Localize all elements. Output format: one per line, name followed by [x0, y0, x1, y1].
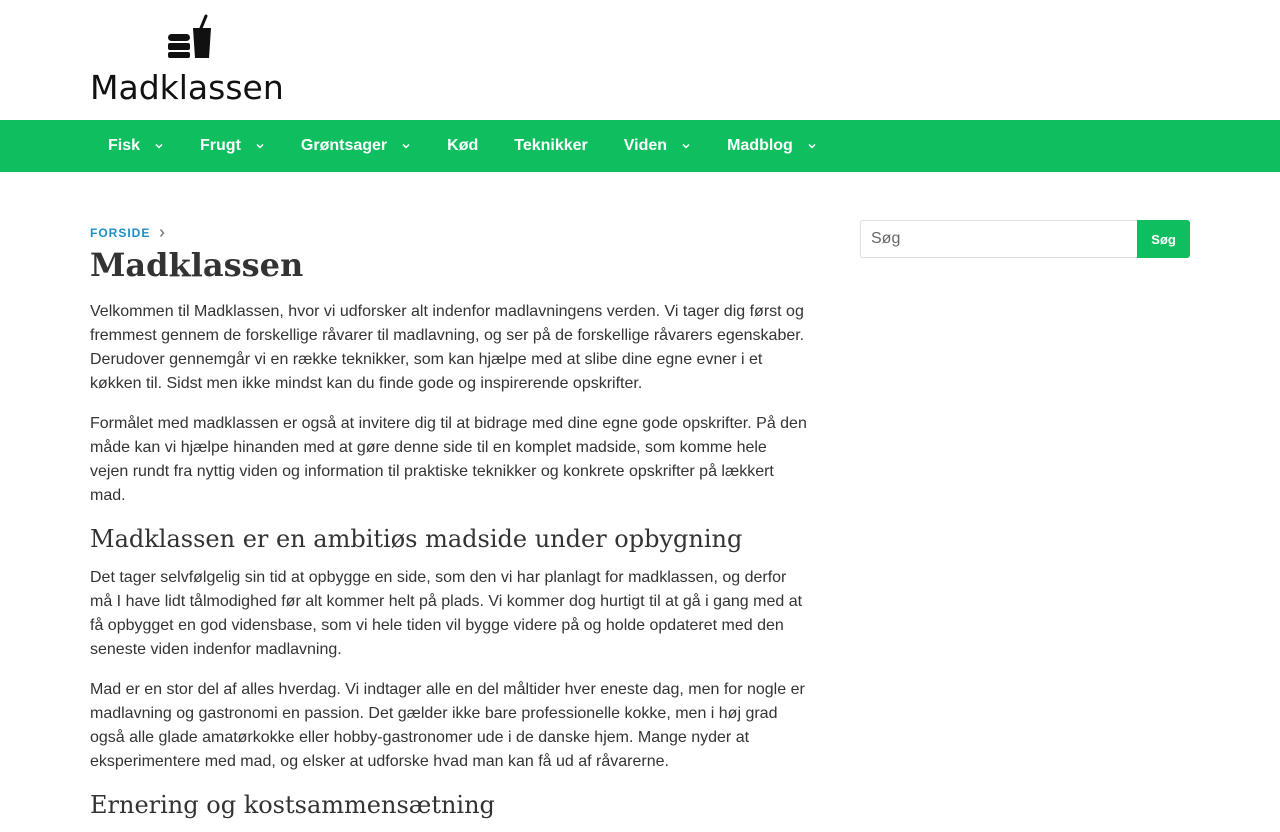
search-input[interactable] — [860, 220, 1137, 258]
burger-drink-icon — [168, 16, 214, 60]
chevron-down-icon — [255, 141, 265, 151]
nav-item-label: Kød — [447, 137, 479, 154]
section-heading-nutrition: Ernering og kostsammensætning — [90, 791, 495, 819]
nav-item-viden[interactable] — [606, 120, 709, 172]
site-header — [0, 0, 1280, 120]
nav-item-label: Viden — [623, 137, 668, 154]
breadcrumb — [90, 226, 166, 240]
nav-item-teknikker[interactable] — [496, 120, 606, 172]
section-heading-ambitious: Madklassen er en ambitiøs madside under opbygning — [90, 525, 743, 553]
search-form — [860, 220, 1190, 258]
paragraph-intro: Velkommen til Madklassen, hvor vi udforsker alt indenfor madlavningens verden. Vi tager dig først og fremmest gennem de forskellige råvarer til madlavning, og ser på de forskellige råvarers egenskaber. Derudover gennemgår vi en række teknikker, som kan hjælpe med at slibe dine egne evner i et køkken til. Sidst men ikke mindst kan du finde gode og inspirerende opskrifter. — [90, 303, 805, 392]
nav-item-grontsager[interactable] — [283, 120, 429, 172]
nav-list — [90, 120, 835, 172]
nav-item-label: Fisk — [108, 137, 141, 154]
chevron-right-icon — [158, 228, 166, 238]
nav-item-frugt[interactable] — [182, 120, 283, 172]
nav-item-label: Frugt — [200, 137, 241, 154]
paragraph-building: Det tager selvfølgelig sin tid at opbygge en side, som den vi har planlagt for madklassen, og derfor må I have lidt tålmodighed før alt kommer helt på plads. Vi kommer dog hurtigt til at gå i gang med at få opbygget en god vidensbase, som vi hele tiden vil bygge videre på og holde opdateret med den seneste viden indenfor madlavning. — [90, 569, 803, 658]
search-button[interactable]: Søg — [1137, 220, 1190, 258]
nav-item-kod[interactable] — [429, 120, 496, 172]
nav-item-fisk[interactable] — [90, 120, 182, 172]
chevron-down-icon — [401, 141, 411, 151]
site-logo[interactable] — [90, 16, 292, 106]
chevron-down-icon — [681, 141, 691, 151]
nav-item-label: Madblog — [727, 137, 793, 154]
paragraph-everyday: Mad er en stor del af alles hverdag. Vi indtager alle en del måltider hver eneste dag, men for nogle er madlavning og gastronomi en passion. Det gælder ikke bare professionelle kokke, men i høj grad også alle glade amatørkokke eller hobby-gastronomer ude i de danske hjem. Mange nyder at eksperimentere med mad, og elsker at udforske hvad man kan få ud af råvarerne. — [90, 681, 805, 770]
page-title: Madklassen — [90, 246, 304, 284]
breadcrumb-home-link[interactable]: FORSIDE — [90, 226, 151, 240]
chevron-down-icon — [807, 141, 817, 151]
nav-item-label: Teknikker — [514, 137, 588, 154]
nav-item-label: Grøntsager — [300, 137, 388, 154]
paragraph-purpose: Formålet med madklassen er også at invitere dig til at bidrage med dine egne gode opskrifter. På den måde kan vi hjælpe hinanden med at gøre denne side til en komplet madside, som komme hele vejen rundt fra nyttig viden og information til praktiske teknikker og konkrete opskrifter på lækkert mad. — [90, 415, 807, 504]
logo-text: Madklassen — [90, 68, 284, 107]
main-nav — [0, 120, 1280, 172]
nav-item-madblog[interactable] — [709, 120, 835, 172]
chevron-down-icon — [154, 141, 164, 151]
article-content — [90, 300, 808, 832]
